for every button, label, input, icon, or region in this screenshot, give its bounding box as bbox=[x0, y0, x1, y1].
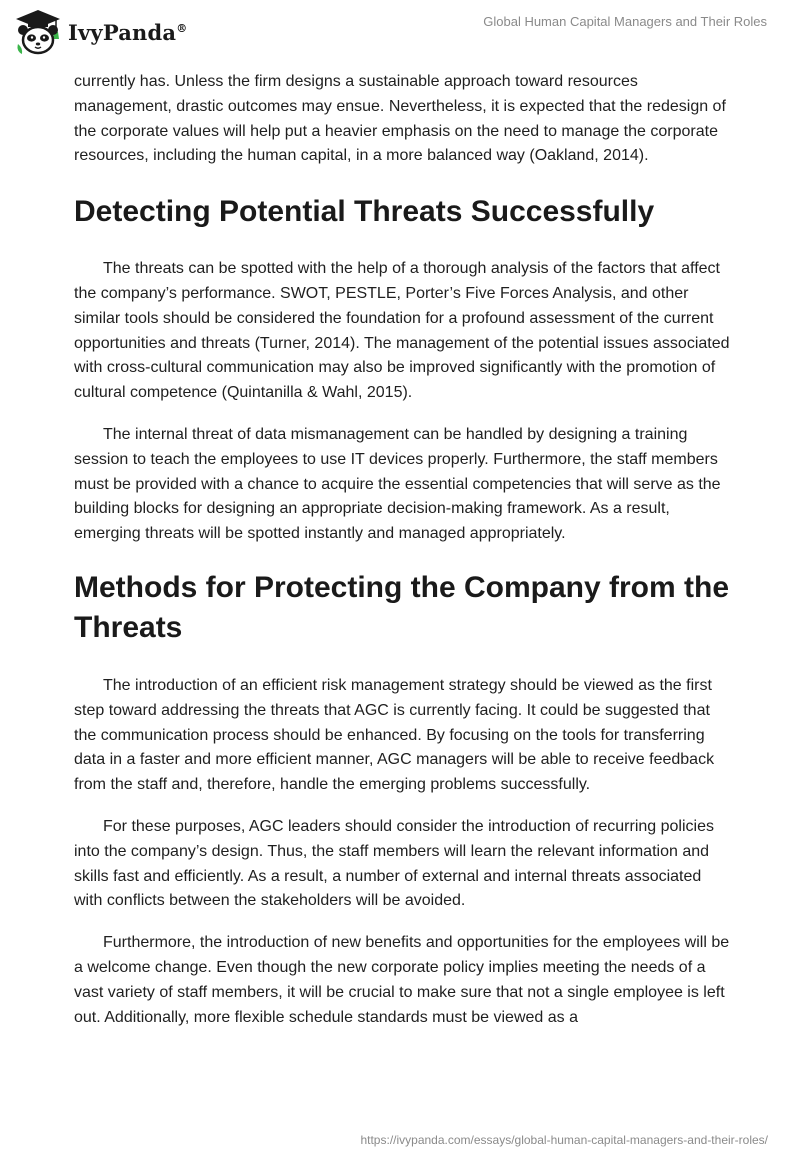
article-body bbox=[74, 70, 734, 1047]
paragraph: The introduction of an efficient risk management strategy should be viewed as the first step toward addressing the threats that AGC is currently facing. It could be suggested that the communication process should be enhanced. By focusing on the tools for transferring data in a faster and more efficient manner, AGC managers will be able to receive feedback from the staff and, therefore, handle the emerging problems successfully. bbox=[74, 676, 715, 794]
panda-graduate-icon bbox=[14, 8, 62, 56]
brand-name: IvyPanda bbox=[68, 19, 177, 45]
paragraph: The threats can be spotted with the help of a thorough analysis of the factors that affect the company’s performance. SWOT, PESTLE, Porter’s Five Forces Analysis, and other similar tools should be considered the foundation for a profound assessment of the current opportunities and threats (Turner, 2014). The management of the potential issues associated with cross-cultural communication may also be improved significantly with the promotion of cultural competence (Quintanilla & Wahl, 2015). bbox=[74, 260, 730, 402]
section-heading-protecting-methods: Methods for Protecting the Company from the Threats bbox=[74, 570, 730, 644]
paragraph: currently has. Unless the firm designs a sustainable approach toward resources management, drastic outcomes may ensue. Nevertheless, it is expected that the redesign of the corporate values will help put a heavier emphasis on the need to manage the corporate resources, including the human capital, in a more balanced way (Oakland, 2014). bbox=[74, 73, 726, 165]
logo-text bbox=[68, 20, 187, 45]
registered-mark: ® bbox=[176, 21, 188, 35]
paragraph: Furthermore, the introduction of new benefits and opportunities for the employees will be a welcome change. Even though the new corporate policy implies meeting the needs of a vast variety of staff members, it will be crucial to make sure that not a single employee is left out. Additionally, more flexible schedule standards must be viewed as a bbox=[74, 934, 730, 1026]
source-url-link[interactable]: https://ivypanda.com/essays/global-human-capital-managers-and-their-roles/ bbox=[360, 1133, 768, 1147]
page-header bbox=[0, 0, 800, 66]
logo[interactable] bbox=[14, 8, 187, 56]
paragraph: For these purposes, AGC leaders should consider the introduction of recurring policies into the company’s design. Thus, the staff members will learn the relevant information and skills fast and efficiently. As a result, a number of external and internal threats associated with conflicts between the stakeholders will be avoided. bbox=[74, 817, 714, 910]
section-heading-detecting-threats: Detecting Potential Threats Successfully bbox=[74, 195, 655, 229]
paragraph: The internal threat of data mismanagement can be handled by designing a training session to teach the employees to use IT devices properly. Furthermore, the staff members must be provided with a chance to acquire the essential competencies that will serve as the building blocks for designing an appropriate decision-making framework. As a result, emerging threats will be spotted instantly and managed appropriately. bbox=[74, 425, 721, 543]
document-title: Global Human Capital Managers and Their Roles bbox=[483, 14, 767, 29]
